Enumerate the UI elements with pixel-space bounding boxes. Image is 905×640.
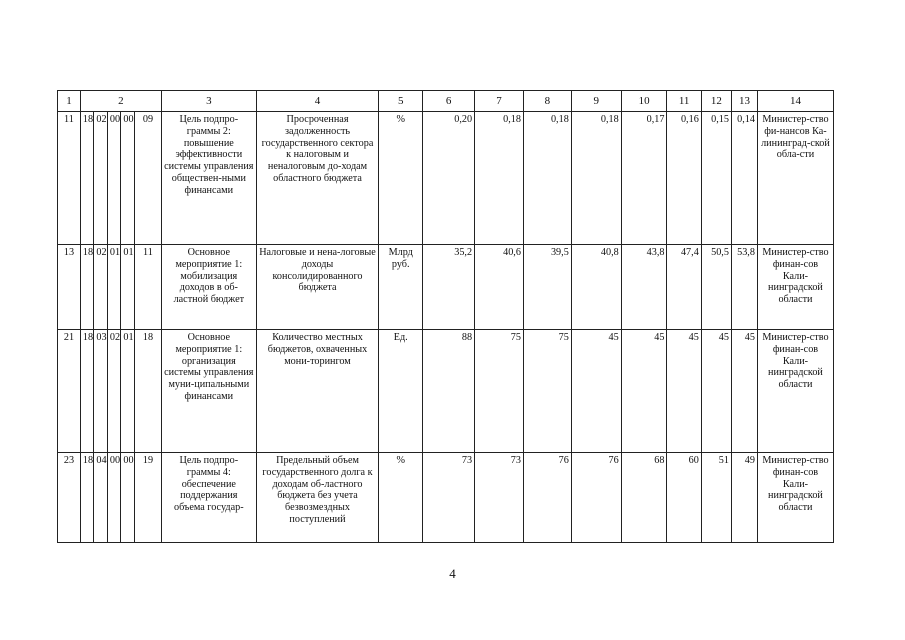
- code-cell: 02: [94, 245, 108, 330]
- code-cell: 03: [94, 330, 108, 453]
- header-cell-9: 9: [571, 91, 621, 112]
- header-cell-7: 7: [475, 91, 524, 112]
- code-cell: 18: [80, 330, 94, 453]
- value-cell: 0,14: [731, 112, 757, 245]
- responsible-cell: Министер-ство финан-сов Кали-нинградской области: [757, 245, 833, 330]
- code-cell: 18: [134, 330, 161, 453]
- value-cell: 0,15: [701, 112, 731, 245]
- indicator-cell: Количество местных бюджетов, охваченных мони-торингом: [256, 330, 379, 453]
- header-cell-14: 14: [757, 91, 833, 112]
- unit-cell: %: [379, 453, 423, 543]
- header-cell-5: 5: [379, 91, 423, 112]
- value-cell: 0,17: [621, 112, 667, 245]
- code-cell: 01: [107, 245, 121, 330]
- header-cell-8: 8: [523, 91, 571, 112]
- code-cell: 18: [80, 245, 94, 330]
- value-cell: 40,8: [571, 245, 621, 330]
- header-cell-2: 2: [80, 91, 161, 112]
- header-cell-12: 12: [701, 91, 731, 112]
- name-cell: Основное мероприятие 1: мобилизация доходов в об-ластной бюджет: [161, 245, 256, 330]
- code-cell: 18: [80, 112, 94, 245]
- table-row: [58, 453, 834, 543]
- header-cell-11: 11: [667, 91, 701, 112]
- row-number-cell: 23: [58, 453, 81, 543]
- value-cell: 0,18: [475, 112, 524, 245]
- value-cell: 0,18: [571, 112, 621, 245]
- code-cell: 00: [121, 453, 135, 543]
- code-cell: 11: [134, 245, 161, 330]
- table-row: [58, 330, 834, 453]
- header-cell-4: 4: [256, 91, 379, 112]
- code-cell: 00: [121, 112, 135, 245]
- header-cell-3: 3: [161, 91, 256, 112]
- indicator-cell: Просроченная задолженность государственного сектора к налоговым и неналоговым до-ходам областного бюджета: [256, 112, 379, 245]
- value-cell: 88: [423, 330, 475, 453]
- value-cell: 0,16: [667, 112, 701, 245]
- value-cell: 75: [523, 330, 571, 453]
- code-cell: 00: [107, 453, 121, 543]
- value-cell: 45: [701, 330, 731, 453]
- name-cell: Основное мероприятие 1: организация системы управления муни-ципальными финансами: [161, 330, 256, 453]
- unit-cell: Млрд руб.: [379, 245, 423, 330]
- code-cell: 02: [94, 112, 108, 245]
- value-cell: 51: [701, 453, 731, 543]
- value-cell: 73: [475, 453, 524, 543]
- code-cell: 09: [134, 112, 161, 245]
- header-cell-1: 1: [58, 91, 81, 112]
- responsible-cell: Министер-ство финан-сов Кали-нинградской области: [757, 330, 833, 453]
- value-cell: 75: [475, 330, 524, 453]
- value-cell: 0,20: [423, 112, 475, 245]
- unit-cell: %: [379, 112, 423, 245]
- table-row: [58, 245, 834, 330]
- responsible-cell: Министер-ство финан-сов Кали-нинградской области: [757, 453, 833, 543]
- value-cell: 73: [423, 453, 475, 543]
- header-cell-10: 10: [621, 91, 667, 112]
- row-number-cell: 21: [58, 330, 81, 453]
- indicator-cell: Налоговые и нена-логовые доходы консолидированного бюджета: [256, 245, 379, 330]
- value-cell: 68: [621, 453, 667, 543]
- header-row: [58, 91, 834, 112]
- unit-cell: Ед.: [379, 330, 423, 453]
- value-cell: 76: [523, 453, 571, 543]
- value-cell: 45: [731, 330, 757, 453]
- code-cell: 18: [80, 453, 94, 543]
- value-cell: 0,18: [523, 112, 571, 245]
- header-cell-6: 6: [423, 91, 475, 112]
- value-cell: 50,5: [701, 245, 731, 330]
- value-cell: 43,8: [621, 245, 667, 330]
- page-number: 4: [449, 566, 456, 581]
- value-cell: 35,2: [423, 245, 475, 330]
- code-cell: 04: [94, 453, 108, 543]
- row-number-cell: 11: [58, 112, 81, 245]
- value-cell: 45: [667, 330, 701, 453]
- value-cell: 40,6: [475, 245, 524, 330]
- value-cell: 53,8: [731, 245, 757, 330]
- value-cell: 49: [731, 453, 757, 543]
- code-cell: 01: [121, 245, 135, 330]
- value-cell: 45: [571, 330, 621, 453]
- code-cell: 00: [107, 112, 121, 245]
- table-row: [58, 112, 834, 245]
- code-cell: 01: [121, 330, 135, 453]
- name-cell: Цель подпро-граммы 4: обеспечение поддержания объема государ-: [161, 453, 256, 543]
- value-cell: 76: [571, 453, 621, 543]
- indicator-cell: Предельный объем государственного долга к доходам об-ластного бюджета без учета безвозмездных поступлений: [256, 453, 379, 543]
- indicators-table: [57, 90, 834, 543]
- header-cell-13: 13: [731, 91, 757, 112]
- name-cell: Цель подпро-граммы 2: повышение эффективности системы управления обществен-ными финансами: [161, 112, 256, 245]
- code-cell: 19: [134, 453, 161, 543]
- value-cell: 45: [621, 330, 667, 453]
- row-number-cell: 13: [58, 245, 81, 330]
- value-cell: 39,5: [523, 245, 571, 330]
- code-cell: 02: [107, 330, 121, 453]
- value-cell: 60: [667, 453, 701, 543]
- value-cell: 47,4: [667, 245, 701, 330]
- responsible-cell: Министер-ство фи-нансов Ка-лининград-ской обла-сти: [757, 112, 833, 245]
